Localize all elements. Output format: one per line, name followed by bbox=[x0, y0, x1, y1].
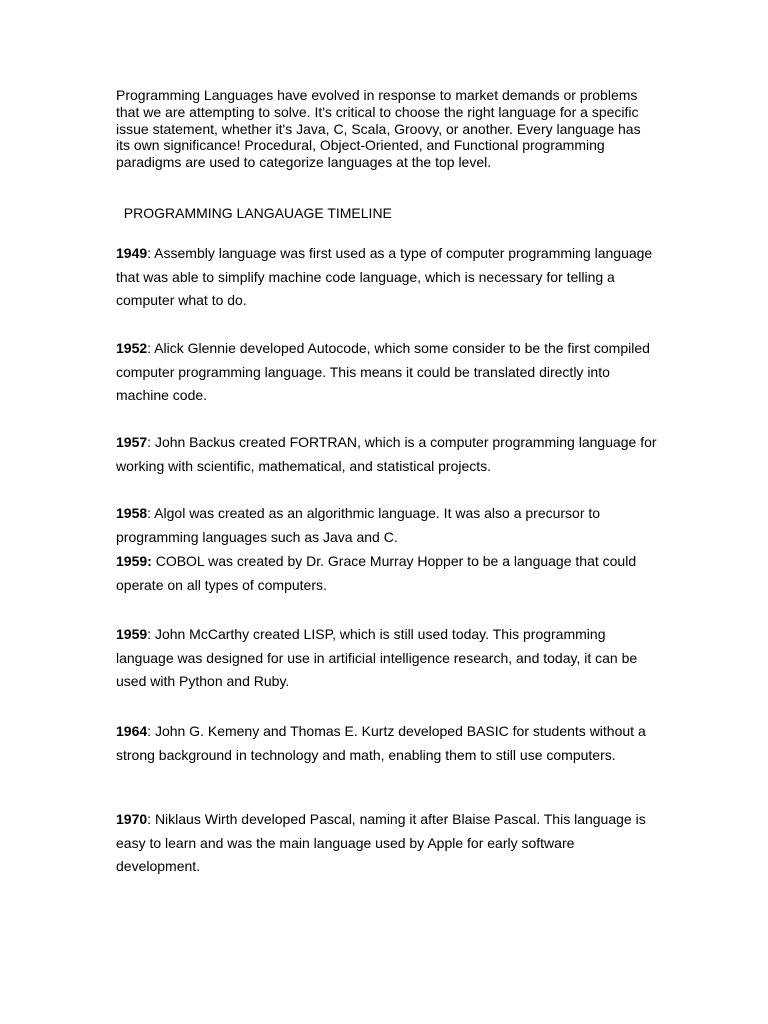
entry-year: 1957 bbox=[116, 434, 148, 450]
entry-separator: : bbox=[147, 723, 155, 739]
timeline-entry-1959-lisp bbox=[116, 623, 661, 694]
entry-separator: : bbox=[147, 626, 155, 642]
intro-paragraph: Programming Languages have evolved in response to market demands or problems that we are attempting to solve. It's critical to choose the right language for a specific issue statement, whether it's Java, C, Scala, Groovy, or another. Every language has its own significance! Procedural, Object-Oriented, and Functional programming paradigms are used to categorize languages at the top level. bbox=[116, 87, 641, 171]
entry-text: Assembly language was first used as a type of computer programming language that was able to simplify machine code language, which is necessary for telling a computer what to do. bbox=[116, 245, 653, 309]
entry-year: 1952 bbox=[116, 340, 148, 356]
timeline-entry-1970 bbox=[116, 808, 661, 879]
entry-separator: : bbox=[147, 245, 155, 261]
entry-separator: : bbox=[147, 505, 155, 521]
entry-text: Niklaus Wirth developed Pascal, naming it after Blaise Pascal. This language is easy to learn and was the main language used by Apple for early software development. bbox=[116, 811, 646, 875]
timeline-entry-1957 bbox=[116, 431, 661, 478]
entry-year: 1949 bbox=[116, 245, 148, 261]
entry-separator: : bbox=[147, 434, 155, 450]
entry-year: 1964 bbox=[116, 723, 148, 739]
entry-text: Algol was created as an algorithmic language. It was also a precursor to programming languages such as Java and C. bbox=[116, 505, 601, 545]
entry-year: 1970 bbox=[116, 811, 148, 827]
entry-text: Alick Glennie developed Autocode, which some consider to be the first compiled computer programming language. This means it could be translated directly into machine code. bbox=[116, 340, 650, 404]
timeline-entry-1952 bbox=[116, 337, 661, 408]
entry-text: COBOL was created by Dr. Grace Murray Hopper to be a language that could operate on all types of computers. bbox=[116, 553, 637, 593]
timeline-entry-1959-cobol bbox=[116, 550, 661, 597]
entry-separator: : bbox=[147, 340, 155, 356]
entry-year: 1959 bbox=[116, 626, 148, 642]
timeline-entry-1949 bbox=[116, 242, 661, 313]
timeline-heading: PROGRAMMING LANGAUAGE TIMELINE bbox=[116, 205, 392, 221]
entry-separator: : bbox=[147, 811, 155, 827]
entry-text: John McCarthy created LISP, which is still used today. This programming language was designed for use in artificial intelligence research, and today, it can be used with Python and Ruby. bbox=[116, 626, 638, 690]
entry-year: 1959: bbox=[116, 553, 152, 569]
timeline-entry-1958 bbox=[116, 502, 661, 549]
entry-text: John Backus created FORTRAN, which is a computer programming language for working with scientific, mathematical, and statistical projects. bbox=[116, 434, 657, 474]
entry-year: 1958 bbox=[116, 505, 148, 521]
entry-text: John G. Kemeny and Thomas E. Kurtz developed BASIC for students without a strong background in technology and math, enabling them to still use computers. bbox=[116, 723, 646, 763]
timeline-entry-1964 bbox=[116, 720, 661, 767]
